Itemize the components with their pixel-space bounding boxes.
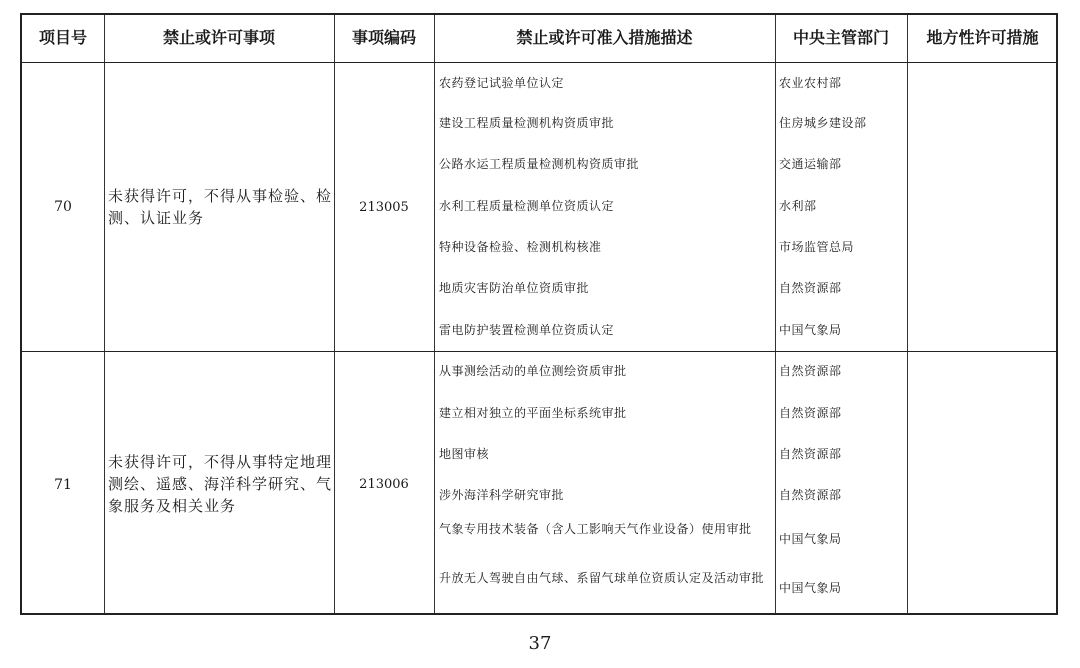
- measure-text: 升放无人驾驶自由气球、系留气球单位资质认定及活动审批: [439, 571, 765, 585]
- department-text: 中国气象局: [779, 323, 842, 337]
- department-text: 交通运输部: [779, 157, 842, 171]
- department-text: 自然资源部: [779, 281, 842, 295]
- measure-text: 建设工程质量检测机构资质审批: [439, 116, 615, 130]
- department-text: 水利部: [779, 199, 817, 213]
- header-local-measures: 地方性许可措施: [926, 28, 1039, 47]
- permit-table: [20, 13, 1058, 615]
- item-description: 未获得许可，不得从事检验、检测、认证业务: [108, 187, 333, 227]
- header-central-department: 中央主管部门: [792, 28, 889, 47]
- header-measure-description: 禁止或许可准入措施描述: [516, 28, 693, 47]
- department-text: 自然资源部: [779, 364, 842, 378]
- measure-text: 地质灾害防治单位资质审批: [439, 281, 590, 295]
- department-text: 自然资源部: [779, 406, 842, 420]
- measure-text: 农药登记试验单位认定: [439, 76, 565, 90]
- table-header: [22, 15, 1056, 63]
- department-text: 农业农村部: [779, 76, 842, 90]
- department-text: 自然资源部: [779, 488, 842, 502]
- header-code: 事项编码: [351, 28, 416, 47]
- header-item-number: 项目号: [38, 28, 87, 47]
- measure-text: 地图审核: [439, 447, 490, 461]
- measure-text: 建立相对独立的平面坐标系统审批: [439, 406, 627, 420]
- measure-text: 从事测绘活动的单位测绘资质审批: [439, 364, 627, 378]
- item-number: 71: [54, 477, 72, 493]
- department-text: 自然资源部: [779, 447, 842, 461]
- item-code: 213005: [359, 200, 409, 215]
- measure-text: 气象专用技术装备（含人工影响天气作业设备）使用审批: [439, 522, 752, 536]
- measure-text: 公路水运工程质量检测机构资质审批: [439, 157, 640, 171]
- measure-text: 涉外海洋科学研究审批: [439, 488, 565, 502]
- measure-text: 雷电防护装置检测单位资质认定: [439, 323, 615, 337]
- page-number: 37: [528, 633, 552, 654]
- table-row: [22, 63, 1056, 352]
- department-text: 中国气象局: [779, 532, 842, 546]
- department-text: 中国气象局: [779, 581, 842, 595]
- item-description: 未获得许可，不得从事特定地理测绘、遥感、海洋科学研究、气象服务及相关业务: [108, 453, 333, 515]
- item-code: 213006: [359, 477, 409, 492]
- measure-text: 特种设备检验、检测机构核准: [439, 240, 602, 254]
- measure-text: 水利工程质量检测单位资质认定: [439, 199, 615, 213]
- header-matter: 禁止或许可事项: [162, 28, 275, 47]
- table-row: [22, 352, 1056, 615]
- item-number: 70: [54, 199, 72, 215]
- department-text: 市场监管总局: [779, 240, 855, 254]
- department-text: 住房城乡建设部: [779, 116, 867, 130]
